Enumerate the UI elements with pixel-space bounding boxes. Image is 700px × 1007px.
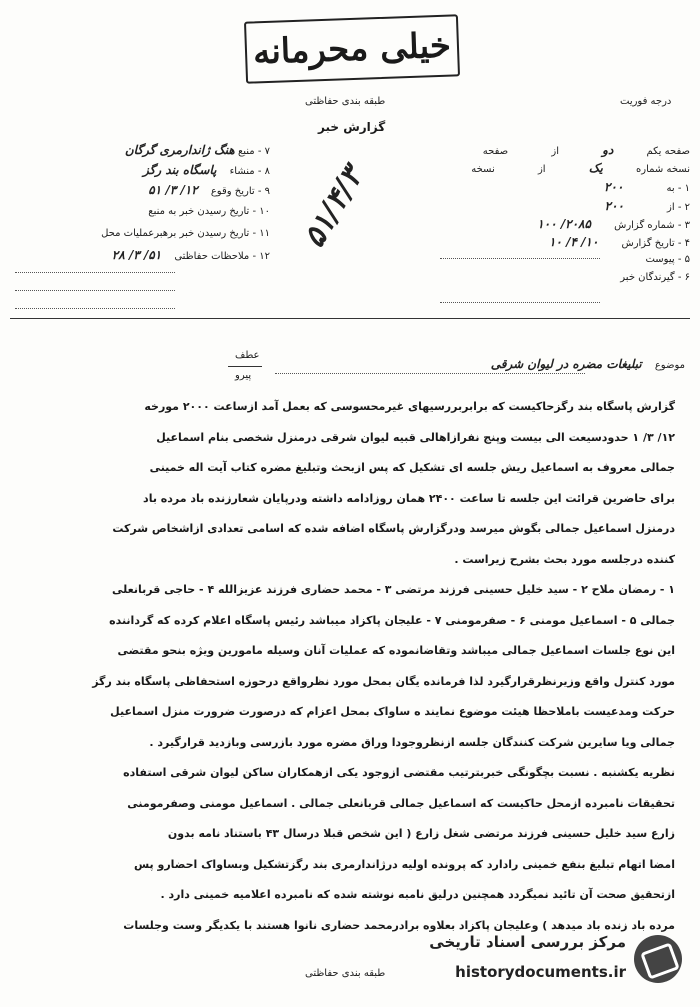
field-to: ۱ - به ۲۰۰ (603, 180, 690, 194)
subject-underline (275, 373, 585, 374)
body-line: جمالی ویا سایرین شرکت کنندگان جلسه ازنظروجودا وراق مضره مورد بازرسی وبازدید قرارگیرد . (149, 735, 675, 749)
field-from: ۲ - از ۲۰۰ (604, 199, 690, 213)
field-event-date: ۹ - تاریخ وقوع ۱۲/ ۳/ ۵۱ (148, 183, 270, 197)
field-origin: ۸ - منشاء پاسگاه بند رگز (143, 163, 270, 177)
field-recipients: ۶ - گیرندگان خبر (620, 272, 690, 283)
dotted-line (15, 290, 175, 291)
report-body (30, 392, 675, 941)
body-line: نظریه یکشنبه . نسبت بچگونگی خبربترتیب مقتضی ازوجود یکی ازهمکاران ساکن لیوان شرقی استفاده (123, 766, 675, 779)
field-source: ۷ - منبع هنگ ژاندارمری گرگان (124, 143, 270, 157)
watermark-url: historydocuments.ir (455, 963, 626, 981)
body-line: برای حاضرین قرائت این جلسه تا ساعت ۲۴۰۰ همان روزادامه داشته ودرپایان شعارزنده باد مرده باد (143, 491, 675, 505)
watermark-name: مرکز بررسی اسناد تاریخی (429, 933, 626, 951)
field-date-to-source: ۱۰ - تاریخ رسیدن خبر به منبع (148, 206, 270, 217)
field-attachment: ۵ - پیوست (645, 254, 690, 265)
footer-classification: طبقه بندی حفاظتی (305, 968, 386, 979)
field-page: صفحه یکم دو از صفحه (482, 143, 690, 157)
body-line: تحقیقات نامبرده ازمحل حاکیست که اسماعیل جمالی قربانعلی جمالی . اسماعیل مومنی وصفرمومنی (127, 796, 675, 810)
body-line: امضا اتهام تبلیغ بنفع خمینی رادارد که پرونده اولیه درژاندارمری بند رگزتشکیل وبساواک احضارو پس (133, 857, 675, 871)
field-report-date: ۴ - تاریخ گزارش ۱۰/ ۴/ ۱۰ (548, 235, 690, 249)
field-protection-notes: ۱۲ - ملاحظات حفاظتی ۵۱/ ۳/ ۲۸ (111, 248, 270, 262)
body-line: جمالی معروف به اسماعیل ریش جلسه ای تشکیل که پس ازبحث وتبلیغ مضره کتاب آیت اله خمینی (149, 461, 675, 474)
archive-logo-icon (634, 935, 682, 983)
body-line: حرکت ومدعیست باملاحظا هیئت موضوع نمایند ه ساواک بمحل اعزام که درصورت ضرورت منزل اسماعیل (110, 705, 675, 718)
field-date-to-ops: ۱۱ - تاریخ رسیدن خبر برهبرعملیات محل (101, 228, 270, 239)
field-copy: نسخه شماره یک از نسخه (471, 161, 690, 175)
body-line: گزارش پاسگاه بند رگزحاکیست که برابربررسیهای غیرمحسوسی که بعمل آمد ازساعت ۲۰۰۰ مورخه (144, 400, 675, 413)
body-line: این نوع جلسات اسماعیل جمالی میباشد وتقاضانموده که عملیات آنان وسیله مامورین ویژه بنحو مقتضی (117, 644, 675, 657)
body-line: مرده باد زنده باد میدهد ) وعلیجان پاکزاد بعلاوه برادرمحمد حضاری نانوا هستند با یکدیگر وست وجلسات (123, 918, 675, 932)
body-line: ۱ - رمضان ملاح ۲ - سید خلیل حسینی فرزند مرتضی ۳ - محمد حضاری فرزند عزیزالله ۴ - حاجی قربانعلی (112, 583, 675, 596)
body-line: کننده درجلسه مورد بحث بشرح زیراست . (454, 552, 675, 566)
field-report-number: ۳ - شماره گزارش ۲۰۸۵/ ۱۰۰ (537, 217, 690, 231)
body-line: ۱۲/ ۳/ ۱ حدودسیعت الی بیست وپنج نفرازاهالی قبیه لیوان شرقی درمنزل شخصی بنام اسماعیل (156, 430, 675, 444)
body-line: مورد کنترل واقع وزیرنظرقرارگیرد لذا فرمانده یگان بمحل مورد نظرواقع درحوزه استحفاظی پاسگاه بند رگز (92, 674, 675, 688)
subject: موضوع تبلیغات مضره در لیوان شرقی (490, 357, 685, 371)
classification-label: طبقه بندی حفاظتی (305, 96, 386, 107)
report-title: گزارش خبر (318, 120, 386, 134)
follow-up-label: پیرو (235, 370, 252, 381)
divider (10, 318, 690, 319)
dotted-line (15, 308, 175, 309)
priority-label: درجه فوریت (620, 96, 672, 107)
classification-stamp: خیلی محرمانه (244, 14, 460, 83)
ref-divider (228, 366, 262, 367)
body-line: زارع سید خلیل حسینی فرزند مرتضی شغل زارع ( این شخص قبلا درسال ۴۳ باستناد نامه بدون (167, 827, 675, 840)
body-line: جمالی ۵ - اسماعیل مومنی ۶ - صفرمومنی ۷ - علیجان پاکزاد میباشد رئیس پاسگاه اعلام کرده که گرداننده (109, 613, 675, 627)
handwritten-date: ۵۱/۴/۳ (296, 161, 370, 254)
body-line: درمنزل اسماعیل جمالی بگوش میرسد ودرگزارش پاسگاه اضافه شده که اسامی تعدادی ازاشخاص شرکت (112, 522, 675, 535)
body-line: ازتحقیق صحت آن تائید نمیگردد همچنین درلیق نامبه نوشته شده که نامبرده اعلامیه خمینی دارد . (160, 888, 675, 901)
dotted-line (440, 258, 600, 259)
watermark (421, 927, 686, 997)
dotted-line (15, 272, 175, 273)
dotted-line (440, 302, 600, 303)
ref-label: عطف (235, 350, 260, 361)
